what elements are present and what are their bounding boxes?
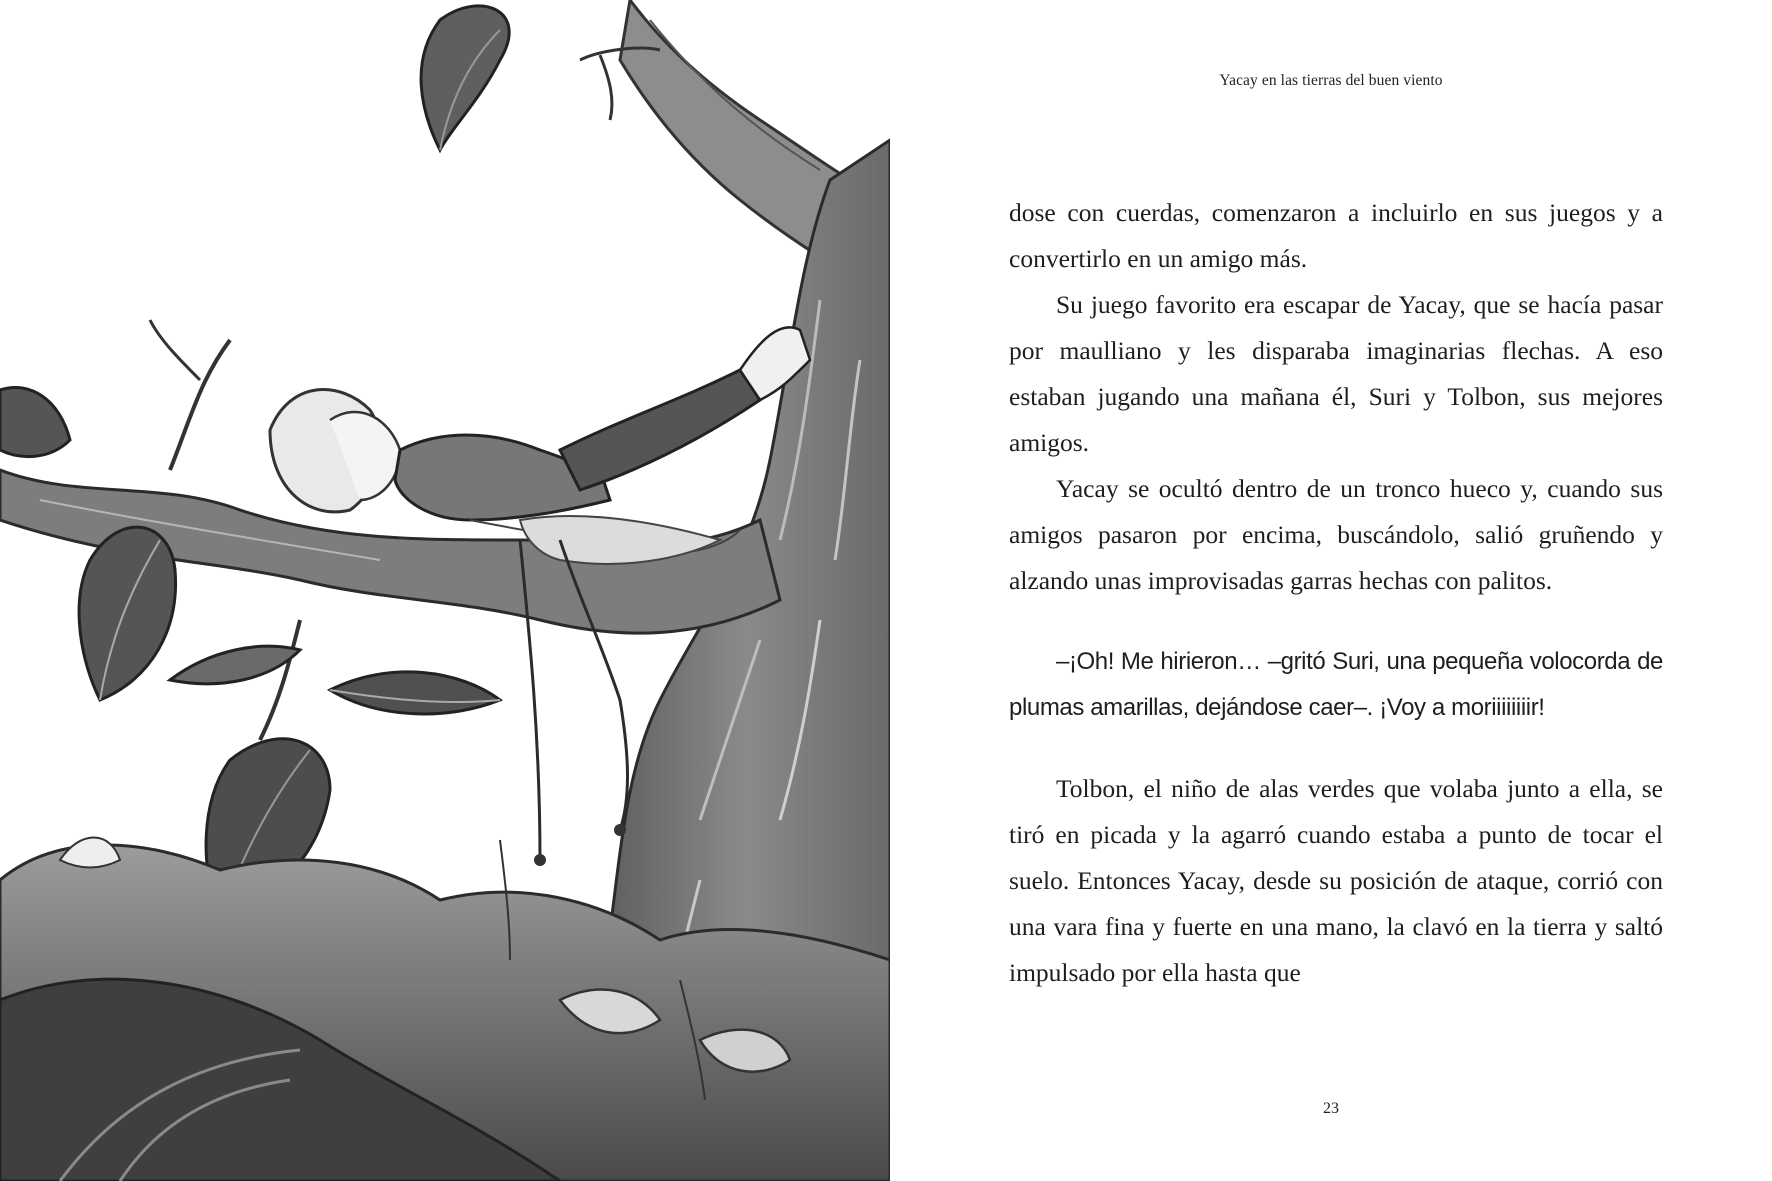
paragraph-continuation: dose con cuerdas, comenzaron a incluirlo en sus juegos y a convertirlo en un amigo más. [1009,198,1663,273]
running-head: Yacay en las tierras del buen viento [1219,72,1443,89]
body-text [1009,190,1663,996]
text-page [890,0,1772,1181]
dialog-paragraph: –¡Oh! Me hirieron… –gritó Suri, una pequeña volocorda de plumas amarillas, dejándose caer–. ¡Voy a moriiiiiiiir! [1009,648,1663,721]
paragraph: Yacay se ocultó dentro de un tronco hueco y, cuando sus amigos pasaron por encima, buscándolo, salió gruñendo y alzando unas improvisadas garras hechas con palitos. [1009,474,1663,595]
paragraph: Su juego favorito era escapar de Yacay, que se hacía pasar por maulliano y les disparaba imaginarias flechas. A eso estaban jugando una mañana él, Suri y Tolbon, sus mejores amigos. [1009,290,1663,457]
page-number: 23 [1323,1100,1339,1117]
paragraph: Tolbon, el niño de alas verdes que volaba junto a ella, se tiró en picada y la agarró cuando estaba a punto de tocar el suelo. Entonces Yacay, desde su posición de ataque, corrió con una vara fina y fuerte en una mano, la clavó en la tierra y saltó impulsado por ella hasta que [1009,774,1663,987]
